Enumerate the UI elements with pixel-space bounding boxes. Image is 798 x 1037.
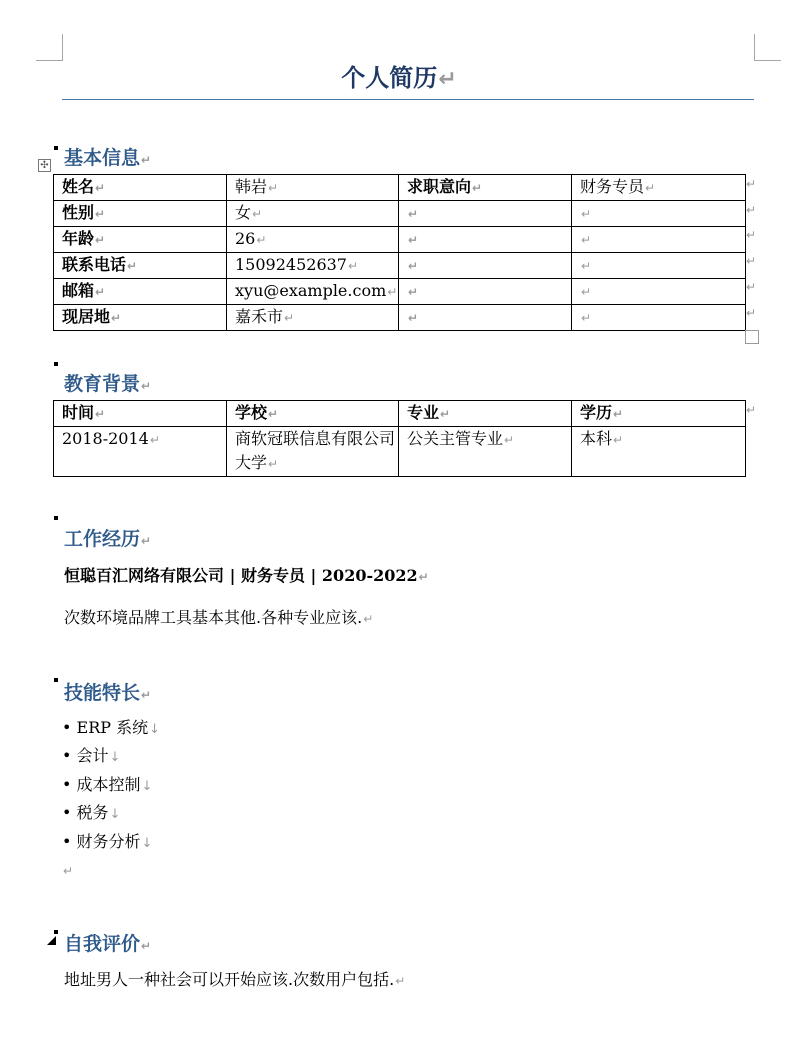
table-cell-value[interactable] — [227, 201, 399, 227]
table-cell-label[interactable] — [54, 253, 227, 279]
line-break-icon: ↓ — [141, 835, 153, 851]
cell-text: 女 — [235, 203, 252, 222]
row-end-mark-icon: ↵ — [746, 305, 757, 320]
table-cell-label2[interactable] — [399, 227, 572, 253]
job-title-line[interactable]: 恒聪百汇网络有限公司 | 财务专员 | 2020-2022↵ — [64, 566, 429, 585]
paragraph-mark-icon: ↵ — [440, 407, 451, 421]
paragraph-mark-icon: ↵ — [268, 457, 279, 471]
paragraph-anchor-icon — [54, 146, 58, 150]
crop-mark-top-right — [754, 34, 781, 61]
table-cell-label[interactable] — [54, 305, 227, 331]
table-header-cell[interactable] — [227, 401, 399, 427]
table-cell-value2[interactable] — [572, 279, 746, 305]
paragraph-mark-icon: ↵ — [408, 259, 419, 273]
table-cell-label2[interactable] — [399, 253, 572, 279]
paragraph-mark-icon: ↵ — [141, 153, 152, 167]
cell-text: 联系电话 — [62, 255, 127, 274]
empty-paragraph[interactable] — [62, 860, 73, 879]
cell-text: 学历 — [580, 403, 613, 422]
paragraph-mark-icon: ↵ — [284, 311, 295, 325]
section-heading-self[interactable]: 自我评价↵ — [64, 933, 152, 955]
table-cell-value[interactable] — [227, 175, 399, 201]
paragraph-mark-icon: ↵ — [581, 259, 592, 273]
crop-mark-top-left — [36, 34, 63, 61]
paragraph-mark-icon: ↵ — [141, 534, 152, 548]
paragraph-mark-icon: ↵ — [613, 407, 624, 421]
table-cell-label[interactable] — [54, 175, 227, 201]
section-heading-basic[interactable]: 基本信息↵ — [64, 147, 152, 169]
paragraph-mark-icon: ↵ — [95, 207, 106, 221]
table-cell-label[interactable] — [54, 201, 227, 227]
cell-text: 财务专员 — [580, 177, 645, 196]
cell-text: 专业 — [407, 403, 440, 422]
row-end-mark-icon: ↵ — [746, 254, 757, 269]
table-row — [54, 227, 746, 253]
bullet-icon: • — [62, 774, 77, 794]
paragraph-mark-icon: ↵ — [95, 285, 106, 299]
line-break-icon: ↓ — [109, 807, 121, 823]
paragraph-mark-icon: ↵ — [581, 233, 592, 247]
section-heading-skills[interactable]: 技能特长↵ — [64, 682, 152, 704]
bullet-icon: • — [62, 831, 77, 851]
table-move-handle-icon[interactable]: ✣ — [38, 159, 51, 172]
skill-text: 成本控制 — [76, 774, 141, 794]
collapse-triangle-icon[interactable] — [47, 936, 56, 945]
table-cell-value[interactable] — [227, 253, 399, 279]
table-resize-handle[interactable] — [745, 330, 759, 344]
cell-text: 15092452637 — [235, 255, 347, 274]
table-cell-label[interactable] — [54, 227, 227, 253]
title-underline — [62, 99, 754, 100]
line-break-icon: ↓ — [109, 750, 121, 766]
paragraph-mark-icon: ↵ — [141, 688, 152, 702]
paragraph-mark-icon: ↵ — [63, 864, 74, 878]
cell-text: 姓名 — [62, 177, 95, 196]
skill-item[interactable] — [62, 744, 160, 772]
paragraph-anchor-icon — [54, 516, 58, 520]
table-row — [54, 279, 746, 305]
table-header-cell[interactable] — [572, 401, 746, 427]
table-cell-value2[interactable] — [572, 201, 746, 227]
paragraph-mark-icon: ↵ — [613, 433, 624, 447]
paragraph-mark-icon: ↵ — [408, 311, 419, 325]
skill-item[interactable] — [62, 716, 160, 744]
paragraph-anchor-icon — [54, 678, 58, 682]
table-header-cell[interactable] — [399, 401, 572, 427]
table-cell-label2[interactable] — [399, 279, 572, 305]
paragraph-mark-icon: ↵ — [504, 433, 515, 447]
table-cell-label2[interactable] — [399, 201, 572, 227]
section-heading-education[interactable]: 教育背景↵ — [64, 373, 152, 395]
line-break-icon: ↓ — [149, 722, 161, 737]
basic-info-table — [53, 174, 746, 331]
table-cell-value2[interactable] — [572, 305, 746, 331]
row-end-mark-icon: ↵ — [746, 177, 757, 191]
paragraph-mark-icon: ↵ — [363, 612, 374, 626]
cell-text: 现居地 — [62, 307, 111, 326]
table-cell-value2[interactable] — [572, 227, 746, 253]
cell-text: 求职意向 — [407, 177, 472, 196]
cell-text: 韩岩 — [235, 177, 268, 196]
paragraph-mark-icon: ↵ — [252, 207, 263, 221]
table-cell[interactable] — [399, 427, 572, 477]
line-break-icon: ↓ — [141, 778, 153, 794]
skill-text: 会计 — [76, 746, 109, 766]
table-cell-value2[interactable] — [572, 253, 746, 279]
paragraph-mark-icon: ↵ — [645, 181, 656, 195]
table-cell-label[interactable] — [54, 279, 227, 305]
cell-text: 2018-2014 — [62, 429, 149, 448]
table-cell-label2[interactable] — [399, 305, 572, 331]
cell-text: 嘉禾市 — [235, 307, 284, 326]
cell-text: xyu@example.com — [235, 281, 387, 300]
cell-text: 时间 — [62, 403, 95, 422]
table-cell[interactable] — [572, 427, 746, 477]
table-cell-value[interactable] — [227, 279, 399, 305]
paragraph-mark-icon: ↵ — [141, 939, 152, 953]
row-end-mark-icon: ↵ — [746, 228, 757, 243]
row-end-mark-icon: ↵ — [746, 279, 757, 294]
self-evaluation-text[interactable]: 地址男人一种社会可以开始应该.次数用户包括.↵ — [64, 970, 406, 989]
resume-title[interactable]: 个人简历↵ — [341, 63, 457, 92]
paragraph-mark-icon: ↵ — [472, 181, 483, 195]
paragraph-anchor-icon — [54, 362, 58, 366]
paragraph-mark-icon: ↵ — [408, 233, 419, 247]
table-cell[interactable] — [227, 427, 399, 477]
paragraph-mark-icon: ↵ — [141, 379, 152, 393]
skill-item[interactable] — [62, 830, 160, 858]
table-row — [54, 253, 746, 279]
row-end-mark-icon: ↵ — [746, 403, 757, 417]
row-end-mark-icon: ↵ — [746, 202, 757, 217]
paragraph-anchor-icon — [54, 930, 58, 934]
skill-item[interactable] — [62, 801, 160, 829]
table-header-row — [54, 401, 746, 427]
bullet-icon: • — [62, 718, 77, 737]
paragraph-mark-icon: ↵ — [387, 285, 398, 299]
table-cell-value[interactable] — [227, 227, 399, 253]
paragraph-mark-icon: ↵ — [347, 259, 359, 273]
skill-text: 税务 — [76, 803, 109, 823]
paragraph-mark-icon: ↵ — [438, 67, 457, 92]
cell-text: 邮箱 — [62, 281, 95, 300]
education-table — [53, 400, 746, 477]
table-row — [54, 175, 746, 201]
bullet-icon: • — [62, 746, 77, 766]
table-header-cell[interactable] — [54, 401, 227, 427]
paragraph-mark-icon: ↵ — [268, 407, 279, 421]
cell-text: 26 — [235, 229, 256, 248]
paragraph-mark-icon: ↵ — [127, 259, 138, 273]
table-cell[interactable] — [54, 427, 227, 477]
paragraph-mark-icon: ↵ — [581, 311, 592, 325]
cell-text: 年龄 — [62, 229, 95, 248]
paragraph-mark-icon: ↵ — [395, 974, 406, 988]
skill-text: ERP 系统 — [76, 718, 149, 737]
table-row — [54, 305, 746, 331]
paragraph-mark-icon: ↵ — [581, 285, 592, 299]
paragraph-mark-icon: ↵ — [581, 207, 592, 221]
cell-text: 性别 — [62, 203, 95, 222]
paragraph-mark-icon: ↵ — [95, 407, 106, 421]
paragraph-mark-icon: ↵ — [95, 233, 106, 247]
table-row — [54, 427, 746, 477]
cell-text: 学校 — [235, 403, 268, 422]
table-cell-value2[interactable] — [572, 175, 746, 201]
paragraph-mark-icon: ↵ — [408, 207, 419, 221]
skill-item[interactable] — [62, 773, 160, 801]
paragraph-mark-icon: ↵ — [149, 433, 160, 447]
table-cell-value[interactable] — [227, 305, 399, 331]
paragraph-mark-icon: ↵ — [256, 233, 267, 247]
paragraph-mark-icon: ↵ — [408, 285, 419, 299]
paragraph-mark-icon: ↵ — [95, 181, 106, 195]
section-heading-work[interactable]: 工作经历↵ — [64, 528, 152, 550]
skill-text: 财务分析 — [76, 831, 141, 851]
paragraph-mark-icon: ↵ — [111, 311, 122, 325]
table-row — [54, 201, 746, 227]
paragraph-mark-icon: ↵ — [418, 570, 429, 584]
cell-text: 本科 — [580, 429, 613, 448]
cell-text: 公关主管专业 — [407, 429, 504, 448]
table-cell-label2[interactable] — [399, 175, 572, 201]
bullet-icon: • — [62, 803, 77, 823]
skills-list — [62, 716, 160, 858]
cell-text: 商软冠联信息有限公司大学 — [235, 429, 396, 472]
paragraph-mark-icon: ↵ — [268, 181, 279, 195]
job-description[interactable]: 次数环境品牌工具基本其他.各种专业应该.↵ — [64, 608, 374, 627]
